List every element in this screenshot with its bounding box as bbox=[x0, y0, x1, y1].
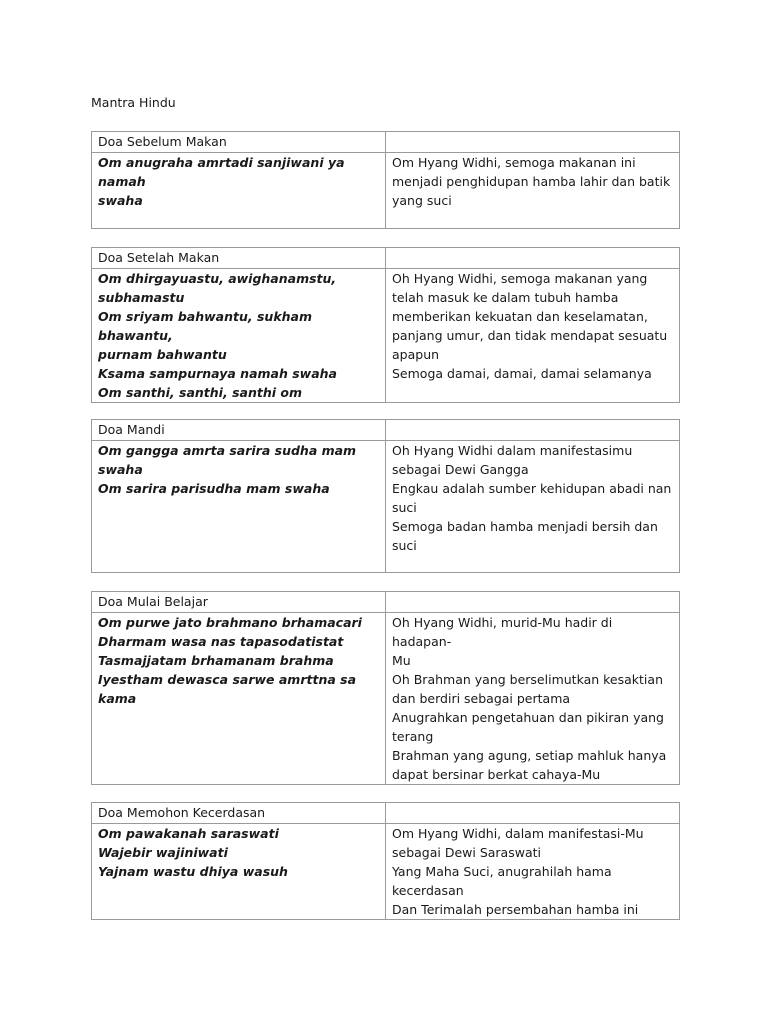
prayer-table-mulai-belajar bbox=[91, 591, 680, 785]
mantra-line: Tasmajjatam brhamanam brahma bbox=[98, 653, 334, 668]
meaning-line: Oh Hyang Widhi dalam manifestasimu bbox=[392, 443, 633, 458]
meaning-line: kecerdasan bbox=[392, 883, 464, 898]
prayer-heading: Doa Memohon Kecerdasan bbox=[92, 803, 386, 824]
meaning-cell bbox=[386, 824, 680, 920]
meaning-line: Mu bbox=[392, 653, 411, 668]
table-header-row bbox=[92, 420, 680, 441]
table-header-row bbox=[92, 592, 680, 613]
header-empty-cell bbox=[386, 420, 680, 441]
meaning-line: Semoga damai, damai, damai selamanya bbox=[392, 366, 652, 381]
meaning-line: yang suci bbox=[392, 193, 452, 208]
meaning-line: Dan Terimalah persembahan hamba ini bbox=[392, 902, 639, 917]
table-row bbox=[92, 613, 680, 785]
mantra-line: Om purwe jato brahmano brhamacari bbox=[98, 615, 362, 630]
mantra-line: subhamastu bbox=[98, 290, 185, 305]
meaning-line: telah masuk ke dalam tubuh hamba bbox=[392, 290, 619, 305]
mantra-cell bbox=[92, 613, 386, 785]
meaning-line: apapun bbox=[392, 347, 440, 362]
prayer-table-memohon-kecerdasan bbox=[91, 802, 680, 920]
meaning-line: Oh Brahman yang berselimutkan kesaktian bbox=[392, 672, 663, 687]
meaning-line: memberikan kekuatan dan keselamatan, bbox=[392, 309, 648, 324]
table-header-row bbox=[92, 248, 680, 269]
table-row bbox=[92, 441, 680, 573]
table-header-row bbox=[92, 803, 680, 824]
meaning-line: Om Hyang Widhi, semoga makanan ini bbox=[392, 155, 636, 170]
meaning-cell bbox=[386, 441, 680, 573]
meaning-line: dan berdiri sebagai pertama bbox=[392, 691, 571, 706]
mantra-line: Wajebir wajiniwati bbox=[98, 845, 228, 860]
meaning-line: sebagai Dewi Saraswati bbox=[392, 845, 541, 860]
prayer-heading: Doa Sebelum Makan bbox=[92, 132, 386, 153]
meaning-line: suci bbox=[392, 538, 417, 553]
prayer-heading: Doa Mandi bbox=[92, 420, 386, 441]
meaning-cell bbox=[386, 269, 680, 403]
header-empty-cell bbox=[386, 132, 680, 153]
mantra-line: Om santhi, santhi, santhi om bbox=[98, 385, 302, 400]
document-title: Mantra Hindu bbox=[91, 95, 176, 110]
meaning-line: menjadi penghidupan hamba lahir dan batik bbox=[392, 174, 671, 189]
meaning-line: Semoga badan hamba menjadi bersih dan bbox=[392, 519, 658, 534]
mantra-line: Om gangga amrta sarira sudha mam swaha bbox=[98, 443, 357, 477]
table-header-row bbox=[92, 132, 680, 153]
mantra-line: Om sarira parisudha mam swaha bbox=[98, 481, 330, 496]
header-empty-cell bbox=[386, 592, 680, 613]
mantra-line: purnam bahwantu bbox=[98, 347, 227, 362]
mantra-cell bbox=[92, 269, 386, 403]
meaning-line: Yang Maha Suci, anugrahilah hama bbox=[392, 864, 612, 879]
meaning-line: Brahman yang agung, setiap mahluk hanya bbox=[392, 748, 667, 763]
header-empty-cell bbox=[386, 803, 680, 824]
prayer-table-setelah-makan bbox=[91, 247, 680, 403]
mantra-cell bbox=[92, 441, 386, 573]
meaning-line: suci bbox=[392, 500, 417, 515]
meaning-line: sebagai Dewi Gangga bbox=[392, 462, 529, 477]
meaning-line: Oh Hyang Widhi, semoga makanan yang bbox=[392, 271, 648, 286]
mantra-line: Om anugraha amrtadi sanjiwani ya namah bbox=[98, 155, 345, 189]
meaning-line: Engkau adalah sumber kehidupan abadi nan bbox=[392, 481, 672, 496]
table-row bbox=[92, 824, 680, 920]
prayer-table-mandi bbox=[91, 419, 680, 573]
mantra-line: Iyestham dewasca sarwe amrttna sa kama bbox=[98, 672, 357, 706]
prayer-heading: Doa Setelah Makan bbox=[92, 248, 386, 269]
meaning-line: Anugrahkan pengetahuan dan pikiran yang bbox=[392, 710, 664, 725]
mantra-line: Dharmam wasa nas tapasodatistat bbox=[98, 634, 344, 649]
prayer-heading: Doa Mulai Belajar bbox=[92, 592, 386, 613]
mantra-line: Yajnam wastu dhiya wasuh bbox=[98, 864, 288, 879]
meaning-line: Om Hyang Widhi, dalam manifestasi-Mu bbox=[392, 826, 644, 841]
meaning-cell bbox=[386, 153, 680, 229]
table-row bbox=[92, 153, 680, 229]
meaning-cell bbox=[386, 613, 680, 785]
meaning-line: panjang umur, dan tidak mendapat sesuatu bbox=[392, 328, 668, 343]
header-empty-cell bbox=[386, 248, 680, 269]
meaning-line: Oh Hyang Widhi, murid-Mu hadir di hadapan- bbox=[392, 615, 613, 649]
mantra-line: Om dhirgayuastu, awighanamstu, bbox=[98, 271, 337, 286]
meaning-line: terang bbox=[392, 729, 434, 744]
mantra-line: Om sriyam bahwantu, sukham bhawantu, bbox=[98, 309, 313, 343]
mantra-line: swaha bbox=[98, 193, 143, 208]
mantra-line: Om pawakanah saraswati bbox=[98, 826, 279, 841]
mantra-cell bbox=[92, 153, 386, 229]
prayer-table-sebelum-makan bbox=[91, 131, 680, 229]
mantra-cell bbox=[92, 824, 386, 920]
mantra-line: Ksama sampurnaya namah swaha bbox=[98, 366, 337, 381]
meaning-line: dapat bersinar berkat cahaya-Mu bbox=[392, 767, 601, 782]
table-row bbox=[92, 269, 680, 403]
